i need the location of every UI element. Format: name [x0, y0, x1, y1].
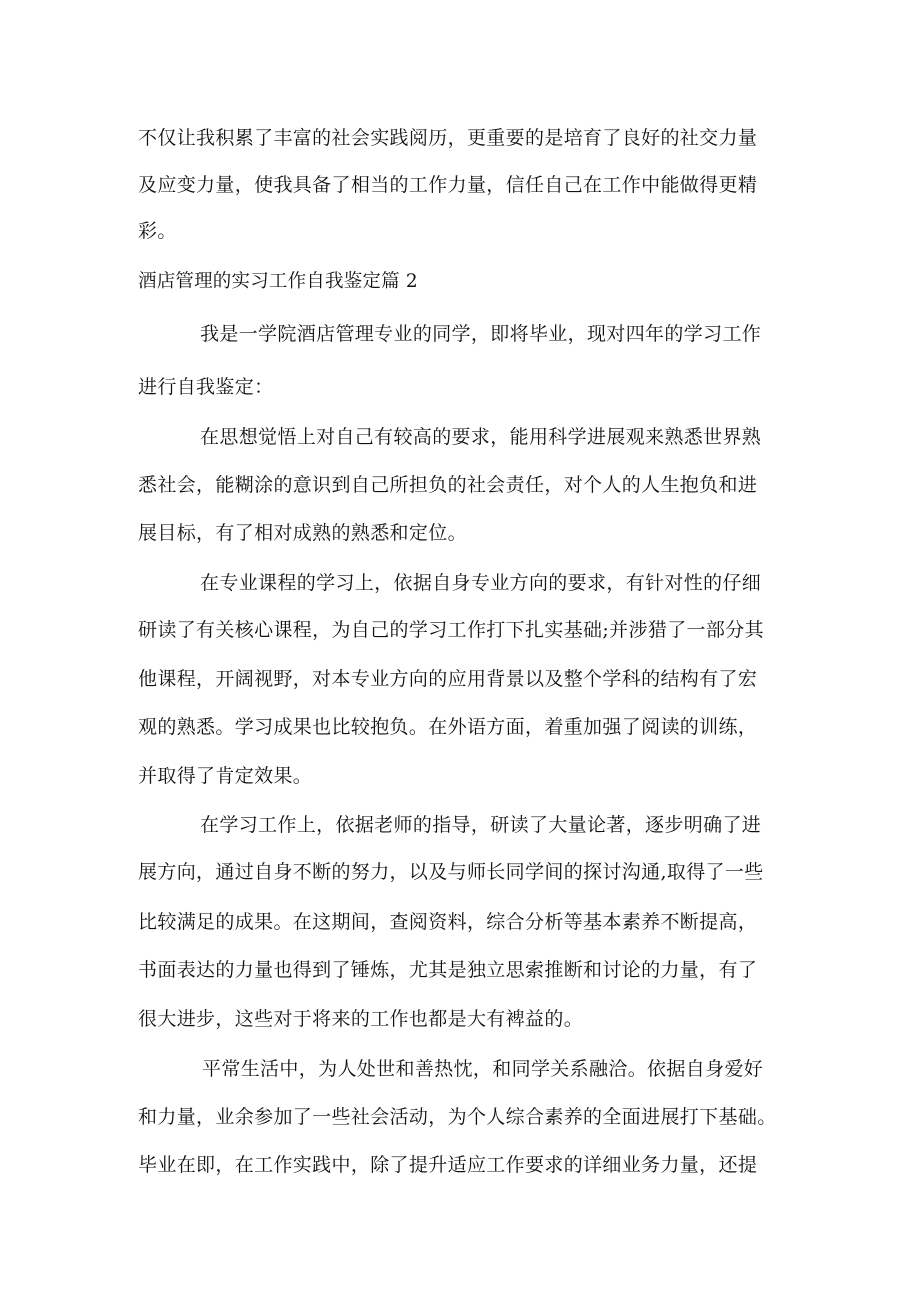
paragraph-line: 展方向，通过自身不断的努力，以及与师长同学间的探讨沟通,取得了一些: [138, 861, 764, 883]
paragraph-line: 书面表达的力量也得到了锤炼，尤其是独立思索推断和讨论的力量，有了: [138, 959, 758, 981]
paragraph-line: 平常生活中，为人处世和善热忱，和同学关系融洽。依据自身爱好: [202, 1058, 764, 1080]
paragraph-line: 在专业课程的学习上，依据自身专业方向的要求，有针对性的仔细: [200, 572, 762, 594]
section-title: 酒店管理的实习工作自我鉴定篇 2: [138, 271, 418, 292]
text-line: 彩。: [138, 220, 177, 242]
paragraph-line: 观的熟悉。学习成果也比较抱负。在外语方面，着重加强了阅读的训练，: [138, 716, 758, 738]
paragraph-line: 很大进步，这些对于将来的工作也都是大有裨益的。: [138, 1008, 584, 1030]
text-line: 不仅让我积累了丰富的社会实践阅历，更重要的是培育了良好的社交力量: [138, 127, 758, 149]
paragraph-line: 他课程，开阔视野，对本专业方向的应用背景以及整个学科的结构有了宏: [138, 668, 758, 690]
paragraph-line: 研读了有关核心课程，为自己的学习工作打下扎实基础;并涉猎了一部分其: [138, 619, 764, 641]
paragraph-line: 展目标，有了相对成熟的熟悉和定位。: [138, 522, 467, 544]
paragraph-line: 并取得了肯定效果。: [138, 765, 313, 787]
paragraph-line: 和力量，业余参加了一些社会活动，为个人综合素养的全面进展打下基础。: [138, 1106, 777, 1128]
paragraph-line: 毕业在即，在工作实践中，除了提升适应工作要求的详细业务力量，还提: [138, 1154, 758, 1176]
text-line: 及应变力量，使我具备了相当的工作力量，信任自己在工作中能做得更精: [138, 174, 758, 196]
paragraph-line: 我是一学院酒店管理专业的同学，即将毕业，现对四年的学习工作: [200, 323, 762, 345]
paragraph-line: 在学习工作上，依据老师的指导，研读了大量论著，逐步明确了进: [200, 814, 762, 836]
paragraph-line: 进行自我鉴定：: [138, 376, 274, 398]
paragraph-line: 悉社会，能糊涂的意识到自己所担负的社会责任，对个人的人生抱负和进: [138, 474, 758, 496]
paragraph-line: 比较满足的成果。在这期间，查阅资料，综合分析等基本素养不断提高，: [138, 911, 758, 933]
paragraph-line: 在思想觉悟上对自己有较高的要求，能用科学进展观来熟悉世界熟: [200, 426, 762, 448]
